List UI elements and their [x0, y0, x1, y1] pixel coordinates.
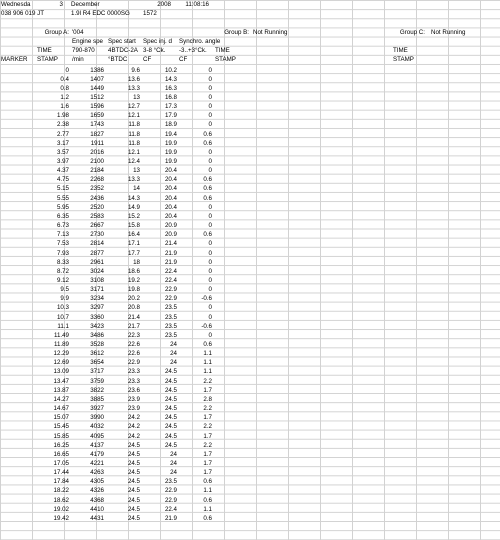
engine-speed-cell[interactable]: 1512 — [90, 93, 104, 101]
spec-start-cell[interactable]: 11.8 — [128, 130, 140, 138]
engine-speed-cell[interactable]: 4179 — [90, 450, 104, 458]
group-c-label[interactable]: Group C: — [399, 29, 425, 36]
spec-start-cell[interactable]: 17.7 — [127, 249, 140, 257]
header-code[interactable]: 1572 — [143, 10, 157, 17]
synchro-angle-cell[interactable]: 1.7 — [203, 459, 212, 467]
time-stamp-cell[interactable]: 1.98 — [56, 112, 69, 120]
synchro-angle-cell[interactable]: 1.7 — [203, 432, 212, 440]
spec-inj-cell[interactable]: 24.5 — [164, 441, 177, 449]
spec-inj-cell[interactable]: 22.9 — [164, 496, 177, 504]
spec-start-cell[interactable]: 23.9 — [127, 405, 140, 413]
engine-speed-cell[interactable]: 3822 — [90, 386, 104, 394]
spec-inj-cell[interactable]: 23.5 — [164, 331, 177, 339]
spec-inj-cell[interactable]: 21.4 — [164, 240, 177, 248]
synchro-angle-cell[interactable]: 0 — [208, 240, 212, 248]
engine-speed-cell[interactable]: 1449 — [90, 84, 104, 92]
group-a-col-synchro-2[interactable]: -3..+3°Ck. — [179, 47, 207, 54]
header-day[interactable]: Wednesda — [1, 1, 31, 8]
spec-start-cell[interactable]: 13.3 — [127, 84, 140, 92]
spec-start-cell[interactable]: 12.1 — [127, 148, 140, 156]
engine-speed-cell[interactable]: 2814 — [90, 240, 104, 248]
spec-start-cell[interactable]: 19.2 — [127, 276, 140, 284]
spec-start-cell[interactable]: 24.5 — [127, 487, 140, 495]
time-stamp-cell[interactable]: 15.85 — [53, 432, 69, 440]
spec-inj-cell[interactable]: 18.9 — [164, 121, 177, 129]
spec-start-cell[interactable]: 23.3 — [127, 377, 140, 385]
spec-inj-cell[interactable]: 24 — [170, 359, 177, 367]
spec-inj-cell[interactable]: 10.2 — [164, 66, 177, 74]
spec-inj-cell[interactable]: 24.5 — [164, 423, 177, 431]
group-b-time-1[interactable]: TIME — [215, 47, 230, 54]
group-a-col-spec-start-3[interactable]: °BTDC — [108, 56, 128, 63]
engine-speed-cell[interactable]: 1596 — [90, 103, 104, 111]
synchro-angle-cell[interactable]: 0.6 — [203, 478, 212, 486]
engine-speed-cell[interactable]: 1407 — [90, 75, 104, 83]
spec-inj-cell[interactable]: 24 — [170, 341, 177, 348]
spec-inj-cell[interactable]: 24.5 — [164, 368, 177, 376]
synchro-angle-cell[interactable]: 2.2 — [203, 377, 212, 385]
time-stamp-cell[interactable]: 13.09 — [53, 368, 69, 376]
spec-inj-cell[interactable]: 16.8 — [164, 93, 177, 101]
engine-speed-cell[interactable]: 2667 — [90, 222, 104, 230]
time-stamp-cell[interactable]: 6.35 — [56, 212, 69, 220]
spec-inj-cell[interactable]: 20.4 — [164, 194, 177, 202]
spec-start-cell[interactable]: 11.8 — [128, 121, 140, 129]
synchro-angle-cell[interactable]: 1.1 — [203, 359, 212, 367]
engine-speed-cell[interactable]: 2436 — [90, 194, 104, 202]
time-stamp-cell[interactable]: 15.45 — [53, 423, 69, 431]
synchro-angle-cell[interactable]: -0.6 — [201, 322, 212, 330]
spec-inj-cell[interactable]: 22.9 — [164, 295, 177, 303]
spec-start-cell[interactable]: 20.8 — [127, 304, 140, 312]
spec-start-cell[interactable]: 18.6 — [127, 267, 140, 275]
spec-inj-cell[interactable]: 20.9 — [164, 222, 177, 230]
spec-inj-cell[interactable]: 24 — [170, 450, 177, 458]
spec-inj-cell[interactable]: 22.4 — [164, 505, 177, 513]
synchro-angle-cell[interactable]: 0 — [208, 121, 212, 129]
time-stamp-cell[interactable]: 4.37 — [56, 167, 69, 175]
engine-speed-cell[interactable]: 4263 — [90, 469, 104, 477]
engine-speed-cell[interactable]: 4368 — [90, 496, 104, 504]
synchro-angle-cell[interactable]: 0.6 — [203, 231, 212, 239]
synchro-angle-cell[interactable]: 2.2 — [203, 441, 212, 449]
time-stamp-cell[interactable]: 19.02 — [53, 505, 69, 513]
time-stamp-cell[interactable]: 12.29 — [53, 350, 69, 358]
time-stamp-cell[interactable]: 9.5 — [60, 286, 69, 294]
synchro-angle-cell[interactable]: 0 — [208, 276, 212, 284]
spec-inj-cell[interactable]: 19.4 — [164, 130, 177, 138]
engine-speed-cell[interactable]: 4137 — [90, 441, 104, 449]
synchro-angle-cell[interactable]: 0.6 — [203, 496, 212, 504]
synchro-angle-cell[interactable]: 2.8 — [203, 395, 212, 403]
spec-inj-cell[interactable]: 22.4 — [164, 276, 177, 284]
synchro-angle-cell[interactable]: 0 — [208, 222, 212, 230]
group-c-time-2[interactable]: STAMP — [393, 56, 414, 63]
spec-inj-cell[interactable]: 19.9 — [164, 139, 177, 147]
group-b-label[interactable]: Group B: — [224, 29, 249, 36]
spec-inj-cell[interactable]: 19.9 — [164, 148, 177, 156]
engine-speed-cell[interactable]: 4431 — [90, 514, 104, 522]
spec-start-cell[interactable]: 21.7 — [127, 322, 140, 330]
spec-start-cell[interactable]: 18 — [133, 258, 140, 266]
spec-inj-cell[interactable]: 14.3 — [164, 75, 177, 83]
group-a-col-engine-2[interactable]: 790-870 — [72, 47, 95, 54]
spec-inj-cell[interactable]: 22.4 — [164, 267, 177, 275]
spec-start-cell[interactable]: 13.6 — [127, 75, 140, 83]
header-date-num[interactable]: 3 — [59, 1, 63, 8]
time-stamp-cell[interactable]: 10.7 — [56, 313, 69, 321]
engine-speed-cell[interactable]: 3486 — [90, 331, 104, 339]
group-a-col-spec-inj-2[interactable]: 3-8 °Ck. — [143, 47, 166, 54]
group-a-col-spec-inj-3[interactable]: CF — [143, 56, 152, 63]
synchro-angle-cell[interactable]: 0 — [208, 167, 212, 175]
synchro-angle-cell[interactable]: 0 — [208, 84, 212, 92]
time-stamp-cell[interactable]: 1.2 — [60, 93, 69, 101]
time-stamp-cell[interactable]: 12.69 — [53, 359, 69, 367]
synchro-angle-cell[interactable]: 1.1 — [203, 350, 212, 358]
time-stamp-cell[interactable]: 18.62 — [53, 496, 69, 504]
engine-speed-cell[interactable]: 2100 — [90, 158, 104, 165]
spec-start-cell[interactable]: 12.1 — [127, 112, 140, 120]
spec-start-cell[interactable]: 12.7 — [127, 103, 140, 111]
synchro-angle-cell[interactable]: 0.6 — [203, 194, 212, 202]
group-c-status[interactable]: Not Running — [431, 29, 466, 36]
spec-start-cell[interactable]: 22.9 — [127, 359, 140, 367]
time-stamp-cell[interactable]: 7.13 — [56, 231, 69, 239]
spec-start-cell[interactable]: 24.5 — [127, 459, 140, 467]
synchro-angle-cell[interactable]: 0 — [208, 66, 212, 74]
spec-start-cell[interactable]: 17.1 — [127, 240, 140, 248]
spec-start-cell[interactable]: 22.6 — [127, 341, 140, 348]
synchro-angle-cell[interactable]: 1.7 — [203, 386, 212, 394]
spec-start-cell[interactable]: 22.3 — [127, 331, 140, 339]
synchro-angle-cell[interactable]: 0.6 — [203, 130, 212, 138]
spec-start-cell[interactable]: 19.8 — [127, 286, 140, 294]
spec-start-cell[interactable]: 15.2 — [127, 212, 140, 220]
group-c-time-1[interactable]: TIME — [393, 47, 408, 54]
time-stamp-cell[interactable]: 3.97 — [56, 158, 69, 165]
time-stamp-cell[interactable]: 5.95 — [56, 203, 69, 211]
header-year[interactable]: 2008 — [157, 1, 171, 8]
synchro-angle-cell[interactable]: 0 — [208, 313, 212, 321]
spec-start-cell[interactable]: 23.3 — [127, 368, 140, 376]
engine-speed-cell[interactable]: 3885 — [90, 395, 104, 403]
group-a-col-synchro-3[interactable]: CF — [179, 56, 188, 63]
spec-start-cell[interactable]: 15.8 — [127, 222, 140, 230]
header-month[interactable]: December — [71, 1, 100, 8]
time-stamp-cell[interactable]: 9.9 — [60, 295, 69, 303]
time-stamp-cell[interactable]: 5.55 — [56, 194, 69, 202]
synchro-angle-cell[interactable]: 0 — [208, 93, 212, 101]
spec-start-cell[interactable]: 24.5 — [127, 469, 140, 477]
group-a-col-synchro-1[interactable]: Synchro. angle — [179, 38, 221, 45]
spec-inj-cell[interactable]: 24.5 — [164, 432, 177, 440]
synchro-angle-cell[interactable]: 1.1 — [203, 368, 212, 376]
time-stamp-cell[interactable]: 1.6 — [60, 103, 69, 111]
engine-speed-cell[interactable]: 3759 — [90, 377, 104, 385]
time-stamp-cell[interactable]: 6.73 — [56, 222, 69, 230]
synchro-angle-cell[interactable]: 1.1 — [203, 487, 212, 495]
time-stamp-cell[interactable]: 0 — [65, 66, 69, 74]
synchro-angle-cell[interactable]: 0 — [208, 103, 212, 111]
synchro-angle-cell[interactable]: 0 — [208, 148, 212, 156]
synchro-angle-cell[interactable]: 0 — [208, 249, 212, 257]
engine-speed-cell[interactable]: 1743 — [90, 121, 104, 129]
spec-inj-cell[interactable]: 24 — [170, 459, 177, 467]
synchro-angle-cell[interactable]: 2.2 — [203, 405, 212, 413]
synchro-angle-cell[interactable]: 0 — [208, 212, 212, 220]
time-stamp-cell[interactable]: 9.12 — [56, 276, 69, 284]
spec-start-cell[interactable]: 14 — [133, 185, 140, 193]
group-a-value[interactable]: '004 — [72, 29, 84, 36]
synchro-angle-cell[interactable]: 0.6 — [203, 514, 212, 522]
spec-inj-cell[interactable]: 23.5 — [164, 322, 177, 330]
engine-speed-cell[interactable]: 1827 — [90, 130, 104, 138]
synchro-angle-cell[interactable]: 0 — [208, 267, 212, 275]
spec-inj-cell[interactable]: 23.5 — [164, 313, 177, 321]
time-stamp-cell[interactable]: 17.44 — [53, 469, 69, 477]
synchro-angle-cell[interactable]: 0.6 — [203, 139, 212, 147]
spec-inj-cell[interactable]: 24 — [170, 469, 177, 477]
synchro-angle-cell[interactable]: -0.6 — [201, 295, 212, 303]
engine-speed-cell[interactable]: 3612 — [90, 350, 104, 358]
engine-speed-cell[interactable]: 4305 — [90, 478, 104, 486]
spec-inj-cell[interactable]: 19.9 — [164, 158, 177, 165]
time-stamp-cell[interactable]: 17.84 — [53, 478, 69, 486]
synchro-angle-cell[interactable]: 1.1 — [203, 505, 212, 513]
spec-inj-cell[interactable]: 21.9 — [164, 249, 177, 257]
spec-inj-cell[interactable]: 22.9 — [164, 286, 177, 294]
spec-start-cell[interactable]: 24.2 — [127, 414, 140, 422]
spec-inj-cell[interactable]: 24 — [170, 350, 177, 358]
time-stamp-cell[interactable]: 0.8 — [60, 84, 69, 92]
engine-speed-cell[interactable]: 2016 — [90, 148, 104, 156]
spec-inj-cell[interactable]: 21.9 — [164, 258, 177, 266]
engine-speed-cell[interactable]: 4095 — [90, 432, 104, 440]
engine-speed-cell[interactable]: 4326 — [90, 487, 104, 495]
group-b-time-2[interactable]: STAMP — [215, 56, 236, 63]
time-stamp-cell[interactable]: 15.07 — [53, 414, 69, 422]
spec-start-cell[interactable]: 24.5 — [127, 478, 140, 486]
time-stamp-cell[interactable]: 7.53 — [56, 240, 69, 248]
engine-speed-cell[interactable]: 2352 — [90, 185, 104, 193]
engine-speed-cell[interactable]: 2520 — [90, 203, 104, 211]
engine-speed-cell[interactable]: 3297 — [90, 304, 104, 312]
engine-speed-cell[interactable]: 3171 — [90, 286, 104, 294]
engine-speed-cell[interactable]: 3717 — [90, 368, 104, 376]
engine-speed-cell[interactable]: 2268 — [90, 176, 104, 184]
spec-inj-cell[interactable]: 20.9 — [164, 231, 177, 239]
spec-start-cell[interactable]: 16.4 — [127, 231, 140, 239]
spec-inj-cell[interactable]: 24.5 — [164, 414, 177, 422]
spec-start-cell[interactable]: 23.9 — [127, 395, 140, 403]
time-stamp-cell[interactable]: 16.65 — [53, 450, 69, 458]
time-stamp-cell[interactable]: 0.4 — [60, 75, 69, 83]
engine-speed-cell[interactable]: 4032 — [90, 423, 104, 431]
group-b-status[interactable]: Not Running — [253, 29, 288, 36]
synchro-angle-cell[interactable]: 0.6 — [203, 176, 212, 184]
spec-start-cell[interactable]: 23.6 — [127, 386, 140, 394]
spec-inj-cell[interactable]: 24.5 — [164, 386, 177, 394]
spec-inj-cell[interactable]: 23.5 — [164, 304, 177, 312]
spec-inj-cell[interactable]: 20.4 — [164, 176, 177, 184]
spec-inj-cell[interactable]: 20.4 — [164, 167, 177, 175]
engine-speed-cell[interactable]: 2877 — [90, 249, 104, 257]
synchro-angle-cell[interactable]: 0 — [208, 331, 212, 339]
time-stamp-cell[interactable]: 2.77 — [56, 130, 69, 138]
engine-speed-cell[interactable]: 3108 — [90, 276, 104, 284]
time-stamp-cell[interactable]: 16.25 — [53, 441, 69, 449]
synchro-angle-cell[interactable]: 0 — [208, 75, 212, 83]
engine-speed-cell[interactable]: 3654 — [90, 359, 104, 367]
spec-start-cell[interactable]: 11.8 — [128, 139, 140, 147]
engine-speed-cell[interactable]: 1386 — [90, 66, 104, 74]
spec-inj-cell[interactable]: 24.5 — [164, 377, 177, 385]
engine-speed-cell[interactable]: 3234 — [90, 295, 104, 303]
time-stamp-cell[interactable]: 19.42 — [53, 514, 69, 522]
spec-inj-cell[interactable]: 16.3 — [164, 84, 177, 92]
spec-inj-cell[interactable]: 24.5 — [164, 395, 177, 403]
spec-inj-cell[interactable]: 20.4 — [164, 212, 177, 220]
engine-speed-cell[interactable]: 3360 — [90, 313, 104, 321]
time-stamp-cell[interactable]: 13.47 — [53, 377, 69, 385]
spec-inj-cell[interactable]: 23.5 — [164, 478, 177, 486]
group-a-col-spec-start-2[interactable]: 4BTDC-2A — [108, 47, 138, 54]
group-a-col-spec-start-1[interactable]: Spec start — [108, 38, 136, 45]
spec-start-cell[interactable]: 24.5 — [127, 505, 140, 513]
time-column-header-1[interactable]: TIME — [37, 47, 52, 54]
engine-speed-cell[interactable]: 2184 — [90, 167, 104, 175]
synchro-angle-cell[interactable]: 0 — [208, 112, 212, 120]
spec-inj-cell[interactable]: 20.4 — [164, 203, 177, 211]
time-stamp-cell[interactable]: 3.57 — [56, 148, 69, 156]
engine-speed-cell[interactable]: 3990 — [90, 414, 104, 422]
time-stamp-cell[interactable]: 11.89 — [53, 341, 69, 348]
engine-speed-cell[interactable]: 1911 — [90, 139, 104, 147]
synchro-angle-cell[interactable]: 0 — [208, 286, 212, 294]
spec-inj-cell[interactable]: 21.9 — [164, 514, 177, 522]
time-stamp-cell[interactable]: 2.38 — [56, 121, 69, 129]
spec-start-cell[interactable]: 24.5 — [127, 496, 140, 504]
synchro-angle-cell[interactable]: 0.6 — [203, 341, 212, 348]
engine-speed-cell[interactable]: 3024 — [90, 267, 104, 275]
group-a-col-engine-3[interactable]: /min — [72, 56, 84, 63]
time-column-header-2[interactable]: STAMP — [37, 56, 58, 63]
spec-start-cell[interactable]: 24.2 — [127, 423, 140, 431]
engine-speed-cell[interactable]: 2961 — [90, 258, 104, 266]
engine-speed-cell[interactable]: 3528 — [90, 341, 104, 348]
spec-inj-cell[interactable]: 20.4 — [164, 185, 177, 193]
time-stamp-cell[interactable]: 11.1 — [57, 322, 69, 330]
time-stamp-cell[interactable]: 3.17 — [56, 139, 69, 147]
spec-inj-cell[interactable]: 17.9 — [164, 112, 177, 120]
spec-start-cell[interactable]: 24.5 — [127, 441, 140, 449]
synchro-angle-cell[interactable]: 0 — [208, 258, 212, 266]
spec-start-cell[interactable]: 24.2 — [127, 432, 140, 440]
time-stamp-cell[interactable]: 11.49 — [53, 331, 69, 339]
group-a-label[interactable]: Group A: — [44, 29, 69, 36]
spec-start-cell[interactable]: 9.6 — [131, 66, 140, 74]
spec-start-cell[interactable]: 13.3 — [127, 176, 140, 184]
spec-start-cell[interactable]: 13 — [133, 167, 140, 175]
spec-start-cell[interactable]: 21.4 — [127, 313, 140, 321]
time-stamp-cell[interactable]: 8.72 — [56, 267, 69, 275]
spec-start-cell[interactable]: 20.2 — [127, 295, 140, 303]
spec-inj-cell[interactable]: 24.5 — [164, 405, 177, 413]
group-a-col-spec-inj-1[interactable]: Spec inj. d — [143, 38, 172, 45]
spec-start-cell[interactable]: 12.4 — [127, 158, 140, 165]
time-stamp-cell[interactable]: 5.15 — [56, 185, 69, 193]
header-part-number[interactable]: 038 906 019 JT — [1, 10, 45, 17]
time-stamp-cell[interactable]: 14.27 — [53, 395, 69, 403]
time-stamp-cell[interactable]: 4.75 — [56, 176, 69, 184]
time-stamp-cell[interactable]: 13.87 — [53, 386, 69, 394]
time-stamp-cell[interactable]: 7.93 — [56, 249, 69, 257]
synchro-angle-cell[interactable]: 1.7 — [203, 469, 212, 477]
engine-speed-cell[interactable]: 4221 — [90, 459, 104, 467]
header-engine[interactable]: 1.9l R4 EDC 0000SG — [71, 10, 130, 17]
engine-speed-cell[interactable]: 3423 — [90, 322, 104, 330]
engine-speed-cell[interactable]: 1659 — [90, 112, 104, 120]
header-time[interactable]: 11:08:16 — [185, 1, 209, 8]
spec-start-cell[interactable]: 14.9 — [127, 203, 140, 211]
synchro-angle-cell[interactable]: 0 — [208, 304, 212, 312]
engine-speed-cell[interactable]: 3927 — [90, 405, 104, 413]
synchro-angle-cell[interactable]: 0.6 — [203, 185, 212, 193]
marker-column-header[interactable]: MARKER — [1, 56, 28, 63]
synchro-angle-cell[interactable]: 2.2 — [203, 423, 212, 431]
spec-inj-cell[interactable]: 22.9 — [164, 487, 177, 495]
time-stamp-cell[interactable]: 10.3 — [56, 304, 69, 312]
spec-start-cell[interactable]: 14.3 — [127, 194, 140, 202]
spec-start-cell[interactable]: 24.5 — [127, 514, 140, 522]
time-stamp-cell[interactable]: 18.22 — [53, 487, 69, 495]
synchro-angle-cell[interactable]: 1.7 — [203, 414, 212, 422]
synchro-angle-cell[interactable]: 0 — [208, 203, 212, 211]
engine-speed-cell[interactable]: 2583 — [90, 212, 104, 220]
spec-start-cell[interactable]: 24.5 — [127, 450, 140, 458]
engine-speed-cell[interactable]: 2730 — [90, 231, 104, 239]
time-stamp-cell[interactable]: 8.33 — [56, 258, 69, 266]
time-stamp-cell[interactable]: 17.05 — [53, 459, 69, 467]
synchro-angle-cell[interactable]: 0 — [208, 158, 212, 165]
spec-start-cell[interactable]: 13 — [133, 93, 140, 101]
engine-speed-cell[interactable]: 4410 — [90, 505, 104, 513]
group-a-col-engine-1[interactable]: Engine spe — [72, 38, 103, 45]
synchro-angle-cell[interactable]: 1.7 — [203, 450, 212, 458]
spec-inj-cell[interactable]: 17.3 — [164, 103, 177, 111]
spec-start-cell[interactable]: 22.6 — [127, 350, 140, 358]
time-stamp-cell[interactable]: 14.67 — [53, 405, 69, 413]
